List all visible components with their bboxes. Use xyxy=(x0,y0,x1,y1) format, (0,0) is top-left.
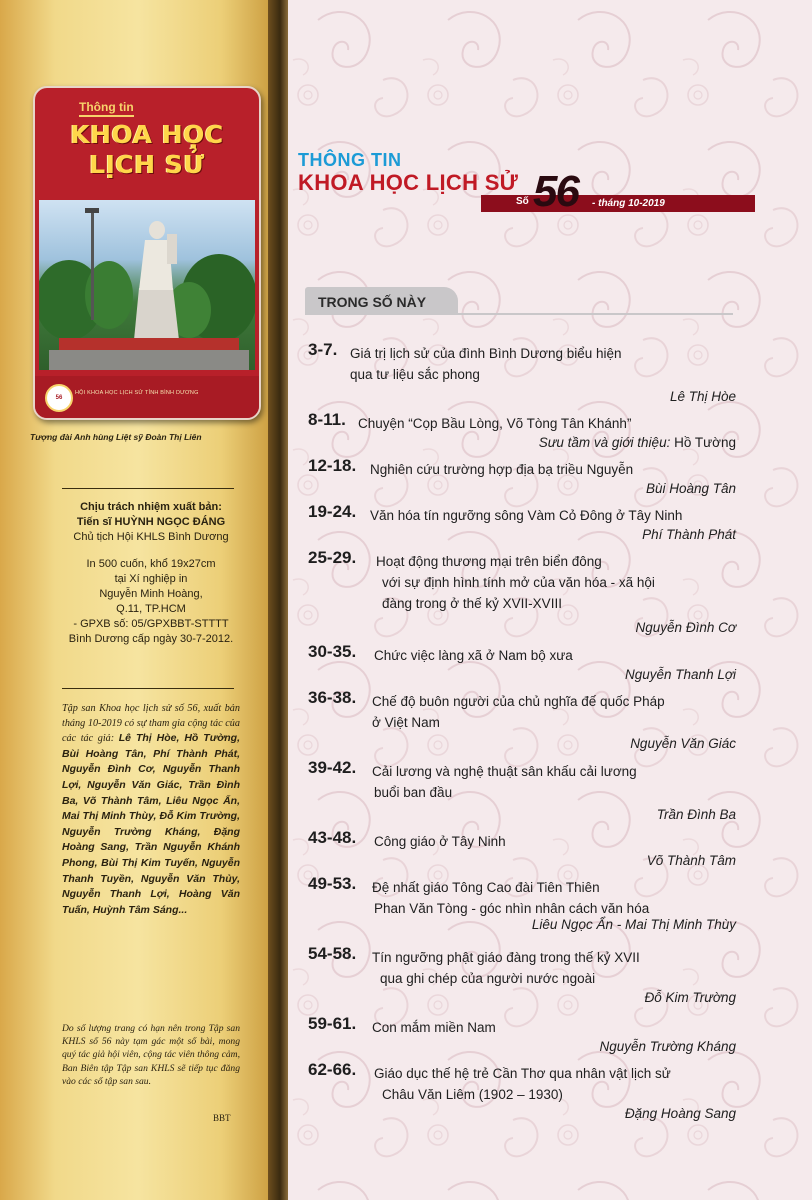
note-intro: Tập san Khoa học lịch sử số 56, xuất bản tháng 10-2019 có sự tham gia cộng tác của các tác giả: xyxy=(62,703,240,745)
table-of-contents xyxy=(308,340,736,1130)
note-authors: Lê Thị Hòe, Hồ Tường, Bùi Hoàng Tân, Phí Thành Phát, Nguyễn Đình Cơ, Nguyễn Thanh Lợi, Nguyễn Văn Giác, Trần Đình Ba, Võ Thành Tâm, Liêu Ngọc Ẩn, Mai Thị Minh Thùy, Đỗ Kim Trường, Nguyễn Trường Kháng, Đặng Hoàng Sang, Trần Nguyễn Khánh Phong, Bùi Thị Kim Tuyến, Nguyễn Thanh Tuyền, Nguyễn Văn Thủy, Nguyễn Thanh Lợi, Hoàng Văn Tuấn, Huỳnh Tâm Sáng... xyxy=(62,732,241,916)
toc-entry[interactable] xyxy=(308,410,736,456)
toc-pages: 8-11. xyxy=(308,410,346,429)
toc-title: Phan Văn Tòng - góc nhìn nhân cách văn hóa xyxy=(374,901,650,916)
toc-author: Nguyễn Thanh Lợi xyxy=(625,667,736,682)
issue-month: - tháng 10-2019 xyxy=(592,198,665,209)
print-line: - GPXB số: 05/GPXBBT-STTTT xyxy=(73,618,229,630)
toc-author: Phí Thành Phát xyxy=(642,527,736,542)
masthead-line1: THÔNG TIN xyxy=(298,150,402,170)
issue-number: 56 xyxy=(533,167,578,216)
toc-pages: 36-38. xyxy=(308,688,357,707)
toc-pages: 62-66. xyxy=(308,1060,357,1079)
toc-author: Bùi Hoàng Tân xyxy=(645,481,736,496)
toc-title: Nghiên cứu trường hợp địa bạ triều Nguyễn xyxy=(370,462,634,477)
cover-image xyxy=(33,86,261,420)
toc-author: Nguyễn Trường Kháng xyxy=(599,1039,736,1054)
divider xyxy=(62,688,234,689)
toc-entry[interactable] xyxy=(308,1014,736,1060)
toc-title: Cải lương và nghệ thuật sân khấu cải lương xyxy=(372,764,637,779)
toc-entry[interactable] xyxy=(308,758,736,828)
print-line: Q.11, TP.HCM xyxy=(116,603,186,615)
toc-entry[interactable] xyxy=(308,502,736,548)
toc-author-prefix: Sưu tầm và giới thiệu: xyxy=(538,435,675,450)
toc-heading: TRONG SỐ NÀY xyxy=(318,294,427,310)
editorial-closing: Do số lượng trang có hạn nên trong Tập san KHLS số 56 này tạm gác một số bài, mong quý tác giả hội viên, cộng tác viên thông cảm, Ban Biên tập Tập san KHLS sẽ tiếp tục đăng vào các số tập san sau. xyxy=(62,1023,240,1087)
toc-author: Võ Thành Tâm xyxy=(646,853,736,868)
toc-title: Tín ngưỡng phật giáo đàng trong thế kỷ XVII xyxy=(372,950,640,965)
toc-title: ở Việt Nam xyxy=(372,715,440,730)
publication-info xyxy=(46,500,256,647)
toc-pages: 25-29. xyxy=(308,548,357,567)
toc-entry[interactable] xyxy=(308,456,736,502)
cover-publisher: HỘI KHOA HỌC LỊCH SỬ TỈNH BÌNH DƯƠNG xyxy=(75,390,199,396)
cover-caption: Tượng đài Anh hùng Liệt sỹ Đoàn Thị Liên xyxy=(30,432,202,442)
toc-pages: 49-53. xyxy=(308,874,357,893)
toc-title: Giá trị lịch sử của đình Bình Dương biểu hiện xyxy=(350,346,622,361)
issue-prefix: Số xyxy=(516,196,529,207)
sidebar xyxy=(0,0,276,1200)
toc-author: Nguyễn Văn Giác xyxy=(630,736,736,751)
toc-entry[interactable] xyxy=(308,828,736,874)
editor-name: Tiến sĩ HUỲNH NGỌC ĐÁNG xyxy=(76,516,226,528)
print-line: Bình Dương cấp ngày 30-7-2012. xyxy=(68,633,234,645)
toc-title: Chế độ buôn người của chủ nghĩa đế quốc Pháp xyxy=(372,694,665,709)
editorial-note xyxy=(62,702,240,918)
toc-pages: 54-58. xyxy=(308,944,357,963)
toc-pages: 59-61. xyxy=(308,1014,357,1033)
toc-title: đàng trong ở thế kỷ XVII-XVIII xyxy=(382,596,562,611)
toc-author: Đỗ Kim Trường xyxy=(644,990,736,1005)
toc-title: buổi ban đầu xyxy=(374,785,453,800)
toc-author: Đặng Hoàng Sang xyxy=(624,1106,736,1121)
toc-title: Chuyện “Cọp Bầu Lòng, Võ Tòng Tân Khánh” xyxy=(358,416,632,431)
editor-title: Chủ tịch Hội KHLS Bình Dương xyxy=(73,531,229,543)
toc-entry[interactable] xyxy=(308,874,736,944)
seal-icon: 56 xyxy=(45,384,73,412)
toc-title: Châu Văn Liêm (1902 – 1930) xyxy=(382,1087,563,1102)
toc-author: Trần Đình Ba xyxy=(656,807,736,822)
toc-title: Chức việc làng xã ở Nam bộ xưa xyxy=(374,648,573,663)
toc-author: Nguyễn Đình Cơ xyxy=(635,620,736,635)
note-signature: BBT xyxy=(213,1113,231,1123)
toc-pages: 3-7. xyxy=(308,340,338,359)
toc-entry[interactable] xyxy=(308,688,736,758)
print-line: tại Xí nghiệp in xyxy=(114,573,188,585)
contents-page xyxy=(288,0,812,1200)
cover-label: Thông tin xyxy=(79,100,134,117)
toc-author xyxy=(539,435,736,450)
divider xyxy=(62,488,234,489)
toc-title: Hoạt động thương mại trên biển đông xyxy=(376,554,602,569)
toc-entry[interactable] xyxy=(308,944,736,1014)
toc-author: Liêu Ngọc Ẩn - Mai Thị Minh Thùy xyxy=(531,917,736,932)
masthead-line2: KHOA HỌC LỊCH SỬ xyxy=(298,170,519,195)
toc-title: Công giáo ở Tây Ninh xyxy=(374,834,506,849)
toc-entry[interactable] xyxy=(308,1060,736,1130)
cover-footer xyxy=(35,376,259,418)
cover-title-line2: LỊCH SỬ xyxy=(89,150,205,179)
toc-title: Văn hóa tín ngưỡng sông Vàm Cỏ Đông ở Tây Ninh xyxy=(370,508,683,523)
toc-title: qua tư liệu sắc phong xyxy=(350,367,480,382)
toc-title: Con mắm miền Nam xyxy=(372,1020,496,1035)
print-line: Nguyễn Minh Hoàng, xyxy=(99,588,203,600)
toc-pages: 19-24. xyxy=(308,502,357,521)
toc-title: với sự định hình tính mở của văn hóa - xã hội xyxy=(382,575,655,590)
toc-title: Giáo dục thế hệ trẻ Cần Thơ qua nhân vật lịch sử xyxy=(374,1066,671,1081)
toc-pages: 43-48. xyxy=(308,828,357,847)
toc-title: qua ghi chép của người nước ngoài xyxy=(380,971,596,986)
toc-entry[interactable] xyxy=(308,340,736,410)
print-line: In 500 cuốn, khổ 19x27cm xyxy=(86,558,216,570)
cover-title-line1: KHOA HỌC xyxy=(70,120,224,149)
toc-title: Đệ nhất giáo Tông Cao đài Tiên Thiên xyxy=(372,880,600,895)
toc-heading-rule xyxy=(305,313,733,315)
toc-author-name: Hồ Tường xyxy=(674,435,736,450)
toc-entry[interactable] xyxy=(308,548,736,642)
toc-pages: 30-35. xyxy=(308,642,357,661)
monument-photo xyxy=(39,200,255,370)
responsible-label: Chịu trách nhiệm xuất bản: xyxy=(80,501,222,513)
page-spine xyxy=(268,0,288,1200)
toc-pages: 39-42. xyxy=(308,758,357,777)
toc-entry[interactable] xyxy=(308,642,736,688)
toc-author: Lê Thị Hòe xyxy=(669,389,736,404)
toc-pages: 12-18. xyxy=(308,456,357,475)
